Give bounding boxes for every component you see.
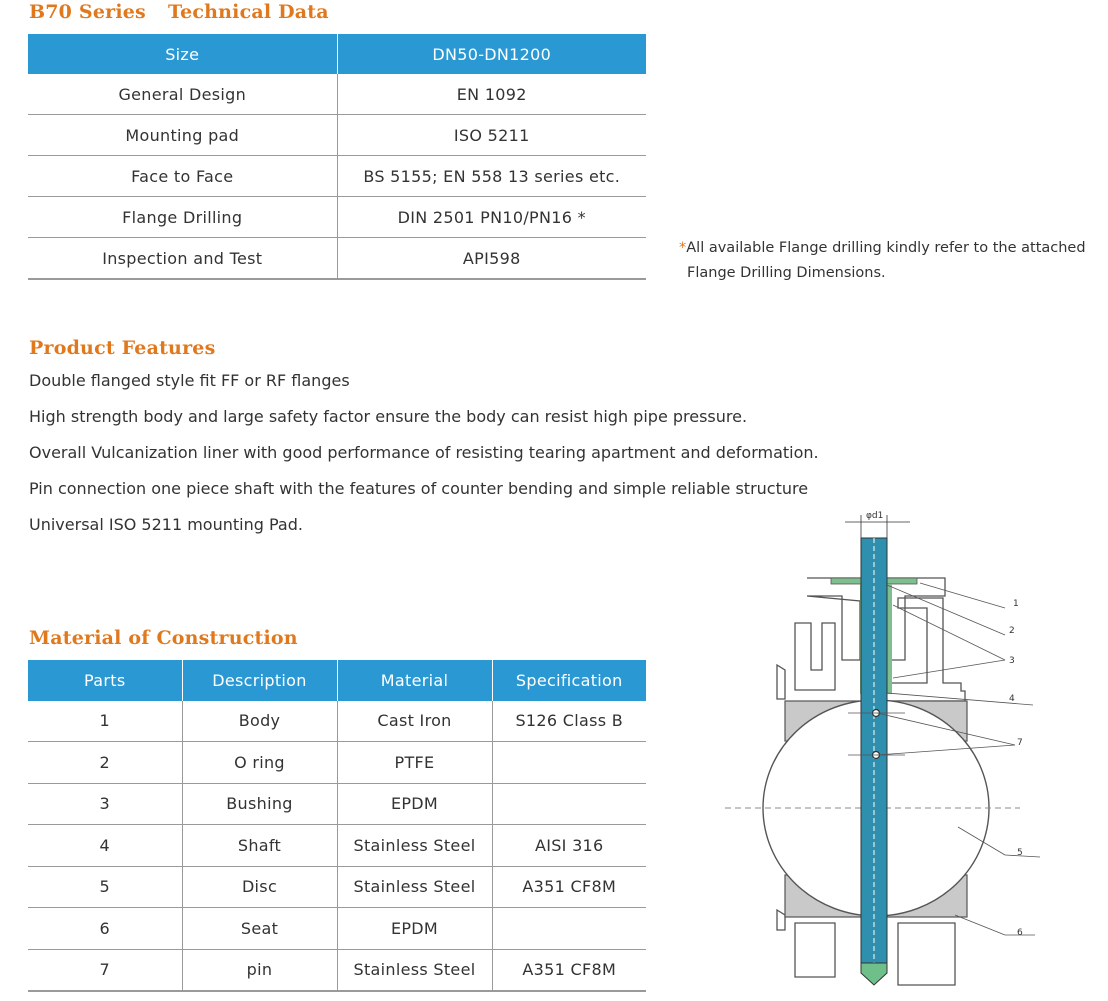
cell-material: PTFE (337, 742, 492, 784)
cell-specification: AISI 316 (492, 825, 646, 867)
cell-material: Cast Iron (337, 701, 492, 742)
cell-material: EPDM (337, 783, 492, 825)
row-value: BS 5155; EN 558 13 series etc. (337, 156, 646, 197)
dim-d1-label: φd1 (866, 511, 884, 521)
list-item: Pin connection one piece shaft with the features of counter bending and simple reliable structure (29, 479, 809, 498)
table-row (28, 701, 646, 742)
technical-data-title (29, 1, 329, 23)
table-row (28, 115, 646, 156)
cell-material: Stainless Steel (337, 825, 492, 867)
technical-data-table (28, 34, 646, 280)
table-header-row (28, 34, 646, 74)
callout-6: 6 (1017, 928, 1023, 938)
table-row (28, 866, 646, 908)
list-item: Universal ISO 5211 mounting Pad. (29, 515, 303, 534)
cell-material: Stainless Steel (337, 949, 492, 991)
material-table (28, 660, 646, 992)
table-row (28, 156, 646, 197)
cell-part: 4 (28, 825, 182, 867)
cell-description: Shaft (182, 825, 337, 867)
cell-part: 3 (28, 783, 182, 825)
cell-description: Seat (182, 908, 337, 950)
cell-part: 1 (28, 701, 182, 742)
flange-drilling-note (679, 236, 1099, 286)
callout-5: 5 (1017, 848, 1023, 858)
table-row (28, 783, 646, 825)
material-construction-title: Material of Construction (29, 627, 298, 649)
row-value: DIN 2501 PN10/PN16 * (337, 197, 646, 238)
callout-2: 2 (1009, 626, 1015, 636)
cell-material: Stainless Steel (337, 866, 492, 908)
table-row (28, 949, 646, 991)
cell-specification (492, 908, 646, 950)
cell-part: 2 (28, 742, 182, 784)
cell-part: 6 (28, 908, 182, 950)
row-value: EN 1092 (337, 74, 646, 115)
row-label: Inspection and Test (28, 238, 337, 280)
header-size-value: DN50-DN1200 (337, 34, 646, 74)
product-features-title: Product Features (29, 337, 216, 359)
list-item: High strength body and large safety factor ensure the body can resist high pipe pressure. (29, 407, 748, 426)
row-label: Flange Drilling (28, 197, 337, 238)
header-specification: Specification (492, 660, 646, 701)
cell-description: Body (182, 701, 337, 742)
cell-description: O ring (182, 742, 337, 784)
list-item: Double flanged style fit FF or RF flanges (29, 371, 350, 390)
table-row (28, 742, 646, 784)
row-value: API598 (337, 238, 646, 280)
series-name: B70 Series (29, 1, 146, 23)
callout-1: 1 (1013, 599, 1019, 609)
header-description: Description (182, 660, 337, 701)
callout-3: 3 (1009, 656, 1015, 666)
body-left-ear (777, 623, 835, 699)
table-row (28, 825, 646, 867)
cell-part: 7 (28, 949, 182, 991)
row-label: General Design (28, 74, 337, 115)
body-right-ear (883, 598, 965, 701)
list-item: Overall Vulcanization liner with good performance of resisting tearing apartment and deformation. (29, 443, 819, 462)
leader-3a (893, 605, 1005, 660)
header-parts: Parts (28, 660, 182, 701)
table-row (28, 908, 646, 950)
callout-4: 4 (1009, 694, 1015, 704)
cell-material: EPDM (337, 908, 492, 950)
note-line-2: Flange Drilling Dimensions. (687, 265, 886, 281)
cell-description: Disc (182, 866, 337, 908)
cell-specification (492, 742, 646, 784)
cell-description: Bushing (182, 783, 337, 825)
cell-specification: A351 CF8M (492, 866, 646, 908)
technical-data-label: Technical Data (167, 1, 329, 23)
cell-description: pin (182, 949, 337, 991)
table-header-row (28, 660, 646, 701)
cell-part: 5 (28, 866, 182, 908)
row-label: Face to Face (28, 156, 337, 197)
note-asterisk: * (679, 240, 687, 256)
shaft-tip (861, 963, 887, 985)
cell-specification (492, 783, 646, 825)
note-line-1: All available Flange drilling kindly refer to the attached (686, 240, 1086, 256)
callout-7: 7 (1017, 738, 1023, 748)
leader-3b (893, 660, 1005, 678)
cell-specification: S126 Class B (492, 701, 646, 742)
header-size-label: Size (28, 34, 337, 74)
header-material: Material (337, 660, 492, 701)
cell-specification: A351 CF8M (492, 949, 646, 991)
product-features-list (29, 370, 819, 550)
table-row (28, 197, 646, 238)
row-value: ISO 5211 (337, 115, 646, 156)
table-row (28, 74, 646, 115)
table-row (28, 238, 646, 280)
valve-cross-section-drawing (715, 505, 1105, 1001)
leader-6 (955, 915, 1005, 935)
row-label: Mounting pad (28, 115, 337, 156)
bushing-right (887, 584, 892, 694)
